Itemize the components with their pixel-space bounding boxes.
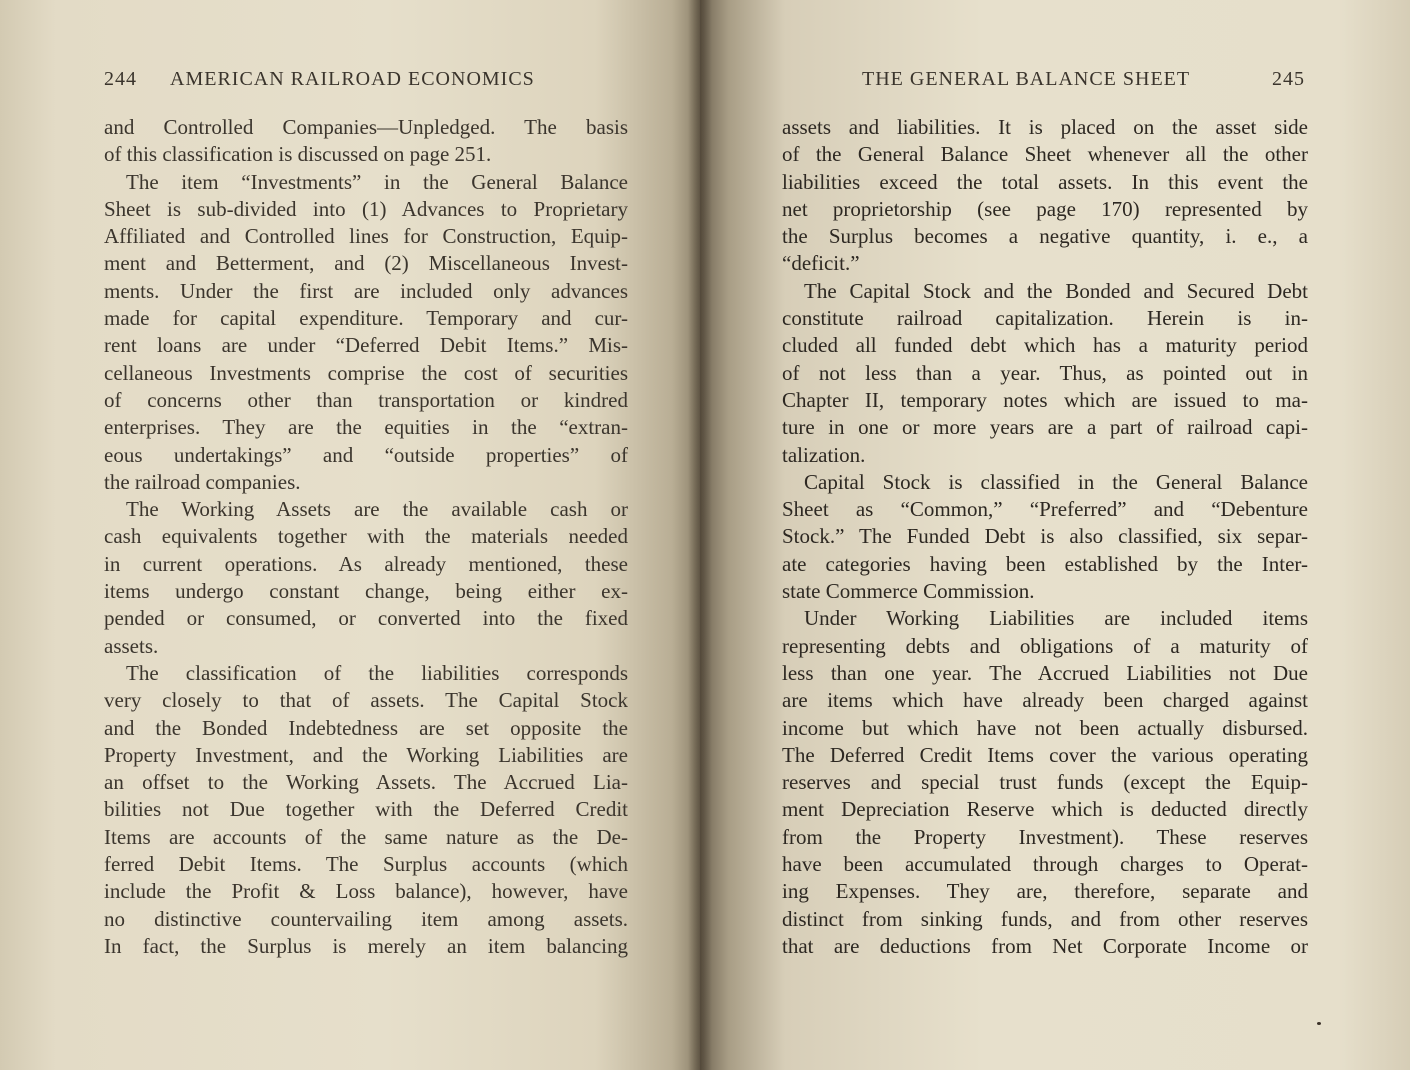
text-line: from the Property Investment). These reserves <box>782 824 1308 849</box>
text-line: made for capital expenditure. Temporary and cur- <box>104 306 628 331</box>
right-body-text <box>782 114 1308 960</box>
text-line: ture in one or more years are a part of railroad capi- <box>782 415 1308 440</box>
text-line: and Controlled Companies—Unpledged. The basis <box>104 115 628 139</box>
text-line: of not less than a year. Thus, as pointed out in <box>782 360 1308 385</box>
text-line: ment Depreciation Reserve which is deducted directly <box>782 797 1308 822</box>
text-line: In fact, the Surplus is merely an item balancing <box>104 933 628 958</box>
text-line: assets and liabilities. It is placed on the asset side <box>782 115 1308 139</box>
text-line: eous undertakings” and “outside properties” of <box>104 442 628 467</box>
text-line: Chapter II, temporary notes which are issued to ma- <box>782 387 1308 412</box>
book-gutter <box>688 0 712 1070</box>
paper-speck <box>1317 1022 1321 1025</box>
left-page <box>0 0 700 1070</box>
text-line: The Capital Stock and the Bonded and Secured Debt <box>804 278 1308 303</box>
text-line: items undergo constant change, being either ex- <box>104 579 628 604</box>
text-line: “deficit.” <box>782 251 860 276</box>
text-line: in current operations. As already mentioned, these <box>104 551 628 576</box>
text-line: and the Bonded Indebtedness are set opposite the <box>104 715 628 740</box>
text-line: distinct from sinking funds, and from other reserves <box>782 906 1308 931</box>
text-line: ment and Betterment, and (2) Miscellaneous Invest- <box>104 251 628 276</box>
text-line: of this classification is discussed on page 251. <box>104 142 492 167</box>
text-line: have been accumulated through charges to Operat- <box>782 852 1308 877</box>
text-line: representing debts and obligations of a maturity of <box>782 633 1308 658</box>
text-line: cellaneous Investments comprise the cost of securities <box>104 360 628 385</box>
text-line: The item “Investments” in the General Balance <box>126 169 628 194</box>
text-line: constitute railroad capitalization. Herein is in- <box>782 306 1308 331</box>
text-line: Affiliated and Controlled lines for Construction, Equip- <box>104 224 628 249</box>
text-line: are items which have already been charged against <box>782 688 1308 713</box>
text-line: the railroad companies. <box>104 469 301 494</box>
text-line: ate categories having been established by the Inter- <box>782 551 1308 576</box>
text-line: rent loans are under “Deferred Debit Items.” Mis- <box>104 333 628 358</box>
text-line: The classification of the liabilities corresponds <box>126 660 628 685</box>
text-line: Sheet is sub-divided into (1) Advances to Proprietary <box>104 196 628 221</box>
text-line: The Deferred Credit Items cover the various operating <box>782 742 1308 767</box>
text-line: net proprietorship (see page 170) represented by <box>782 196 1308 221</box>
text-line: income but which have not been actually disbursed. <box>782 715 1308 740</box>
text-line: less than one year. The Accrued Liabilities not Due <box>782 660 1308 685</box>
text-line: Property Investment, and the Working Liabilities are <box>104 742 628 767</box>
left-body-text <box>104 114 628 960</box>
text-line: of the General Balance Sheet whenever all the other <box>782 142 1308 167</box>
left-running-head: AMERICAN RAILROAD ECONOMICS <box>170 68 535 90</box>
text-line: the Surplus becomes a negative quantity, i. e., a <box>782 224 1308 249</box>
text-line: cluded all funded debt which has a maturity period <box>782 333 1308 358</box>
text-line: bilities not Due together with the Deferred Credit <box>104 797 628 822</box>
text-line: an offset to the Working Assets. The Accrued Lia- <box>104 770 628 795</box>
right-page <box>700 0 1410 1070</box>
right-running-head: THE GENERAL BALANCE SHEET <box>862 68 1191 90</box>
text-line: liabilities exceed the total assets. In this event the <box>782 169 1308 194</box>
text-line: Stock.” The Funded Debt is also classified, six separ- <box>782 524 1308 549</box>
text-line: enterprises. They are the equities in the “extran- <box>104 415 628 440</box>
text-line: very closely to that of assets. The Capital Stock <box>104 688 628 713</box>
text-line: talization. <box>782 442 866 467</box>
text-line: include the Profit & Loss balance), however, have <box>104 879 628 904</box>
text-line: assets. <box>104 633 159 658</box>
text-line: reserves and special trust funds (except the Equip- <box>782 770 1308 795</box>
text-line: Sheet as “Common,” “Preferred” and “Debenture <box>782 497 1308 522</box>
text-line: cash equivalents together with the materials needed <box>104 524 628 549</box>
text-line: The Working Assets are the available cash or <box>126 497 628 522</box>
text-line: Under Working Liabilities are included items <box>804 606 1308 631</box>
text-line: ments. Under the first are included only advances <box>104 278 628 303</box>
text-line: Capital Stock is classified in the General Balance <box>804 469 1308 494</box>
text-line: of concerns other than transportation or kindred <box>104 387 628 412</box>
text-line: that are deductions from Net Corporate Income or <box>782 933 1308 958</box>
text-line: ferred Debit Items. The Surplus accounts (which <box>104 852 628 877</box>
text-line: ing Expenses. They are, therefore, separate and <box>782 879 1308 904</box>
right-page-number: 245 <box>1272 68 1305 90</box>
text-line: pended or consumed, or converted into the fixed <box>104 606 628 631</box>
text-line: state Commerce Commission. <box>782 579 1035 604</box>
left-page-number: 244 <box>104 68 137 90</box>
text-line: Items are accounts of the same nature as the De- <box>104 824 628 849</box>
text-line: no distinctive countervailing item among assets. <box>104 906 628 931</box>
